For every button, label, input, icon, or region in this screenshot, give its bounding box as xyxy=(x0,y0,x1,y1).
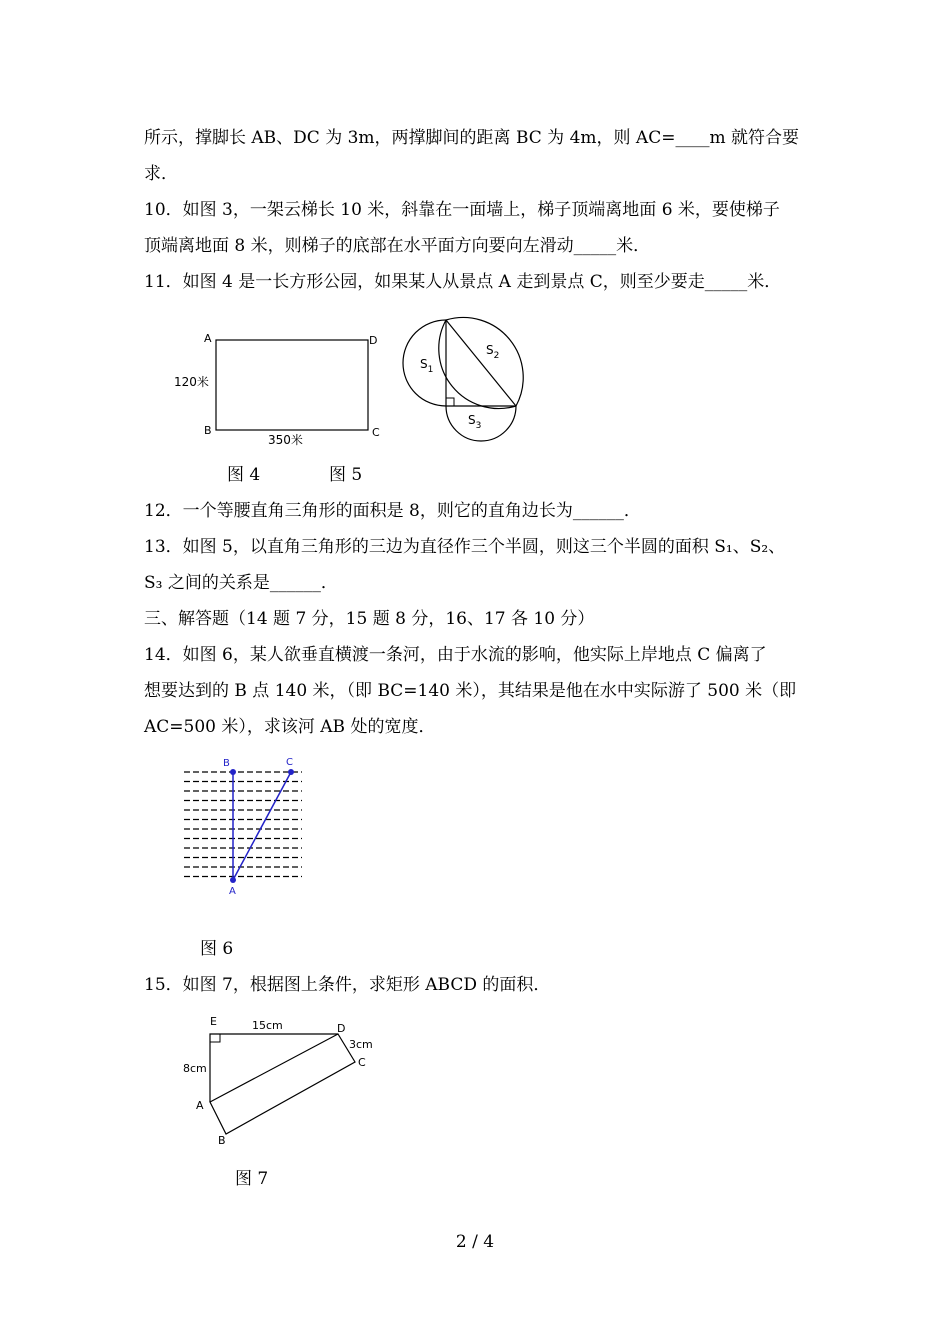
figure-5 xyxy=(400,312,540,448)
label-bottom-length: 350米 xyxy=(268,433,303,447)
point-c xyxy=(288,769,294,775)
caption-fig-6: 图 6 xyxy=(200,939,234,959)
page-number: 2 / 4 xyxy=(455,1232,495,1252)
label-b: B xyxy=(218,1134,226,1147)
label-dc-length: 3cm xyxy=(349,1038,373,1051)
label-e: E xyxy=(210,1015,217,1028)
caption-fig-7: 图 7 xyxy=(235,1169,269,1189)
label-side-length: 120米 xyxy=(174,375,209,389)
label-a: A xyxy=(204,332,212,345)
rectangle-abcd xyxy=(210,1034,355,1134)
text-line-1: 所示，撑脚长 AB、DC 为 3m，两撑脚间的距离 BC 为 4m，则 AC=____m 就符合要 xyxy=(144,128,799,148)
label-c: C xyxy=(372,426,380,439)
section-heading: 三、解答题（14 题 7 分，15 题 8 分，16、17 各 10 分） xyxy=(144,609,595,629)
point-b xyxy=(230,769,236,775)
label-a: A xyxy=(229,886,236,897)
question-12: 12．一个等腰直角三角形的面积是 8，则它的直角边长为______． xyxy=(144,501,641,521)
figure-6 xyxy=(180,754,310,903)
label-c: C xyxy=(358,1056,366,1069)
label-ea-length: 8cm xyxy=(183,1062,207,1075)
text-line-2: 求． xyxy=(144,164,178,184)
question-13: 13．如图 5，以直角三角形的三边为直径作三个半圆，则这三个半圆的面积 S₁、S₂、 xyxy=(144,537,786,557)
question-14: 14．如图 6，某人欲垂直横渡一条河，由于水流的影响，他实际上岸地点 C 偏离了 xyxy=(144,645,767,665)
label-b: B xyxy=(223,758,230,769)
question-13-cont: S₃ 之间的关系是______． xyxy=(144,573,338,593)
label-s3: $S_3$ xyxy=(468,413,482,431)
label-s1: $S_1$ xyxy=(420,357,434,375)
label-b: B xyxy=(204,424,212,437)
figure-7 xyxy=(180,1010,380,1154)
label-d: D xyxy=(369,334,378,347)
point-a xyxy=(230,877,236,883)
label-s2: $S_2$ xyxy=(486,343,500,361)
caption-fig-4: 图 4 xyxy=(227,465,261,485)
label-c: C xyxy=(286,757,293,768)
question-10-cont: 顶端离地面 8 米，则梯子的底部在水平面方向要向左滑动_____米． xyxy=(144,236,651,256)
question-11: 11．如图 4 是一长方形公园，如果某人从景点 A 走到景点 C，则至少要走_____米． xyxy=(144,272,782,292)
park-rectangle xyxy=(216,340,368,430)
label-ed-length: 15cm xyxy=(252,1019,283,1032)
question-10: 10．如图 3，一架云梯长 10 米，斜靠在一面墙上，梯子顶端离地面 6 米，要使梯子 xyxy=(144,200,780,220)
figure-4 xyxy=(170,328,390,452)
right-angle-mark xyxy=(210,1034,220,1042)
label-a: A xyxy=(196,1099,204,1112)
segment-ac xyxy=(233,772,291,880)
caption-fig-5: 图 5 xyxy=(329,465,363,485)
question-14-cont: 想要达到的 B 点 140 米，（即 BC=140 米），其结果是他在水中实际游了 500 米（即 xyxy=(144,681,797,701)
question-15: 15．如图 7，根据图上条件，求矩形 ABCD 的面积． xyxy=(144,975,551,995)
question-14-cont-2: AC=500 米），求该河 AB 处的宽度． xyxy=(144,717,436,737)
right-angle-mark xyxy=(446,398,454,406)
label-d: D xyxy=(337,1022,346,1035)
